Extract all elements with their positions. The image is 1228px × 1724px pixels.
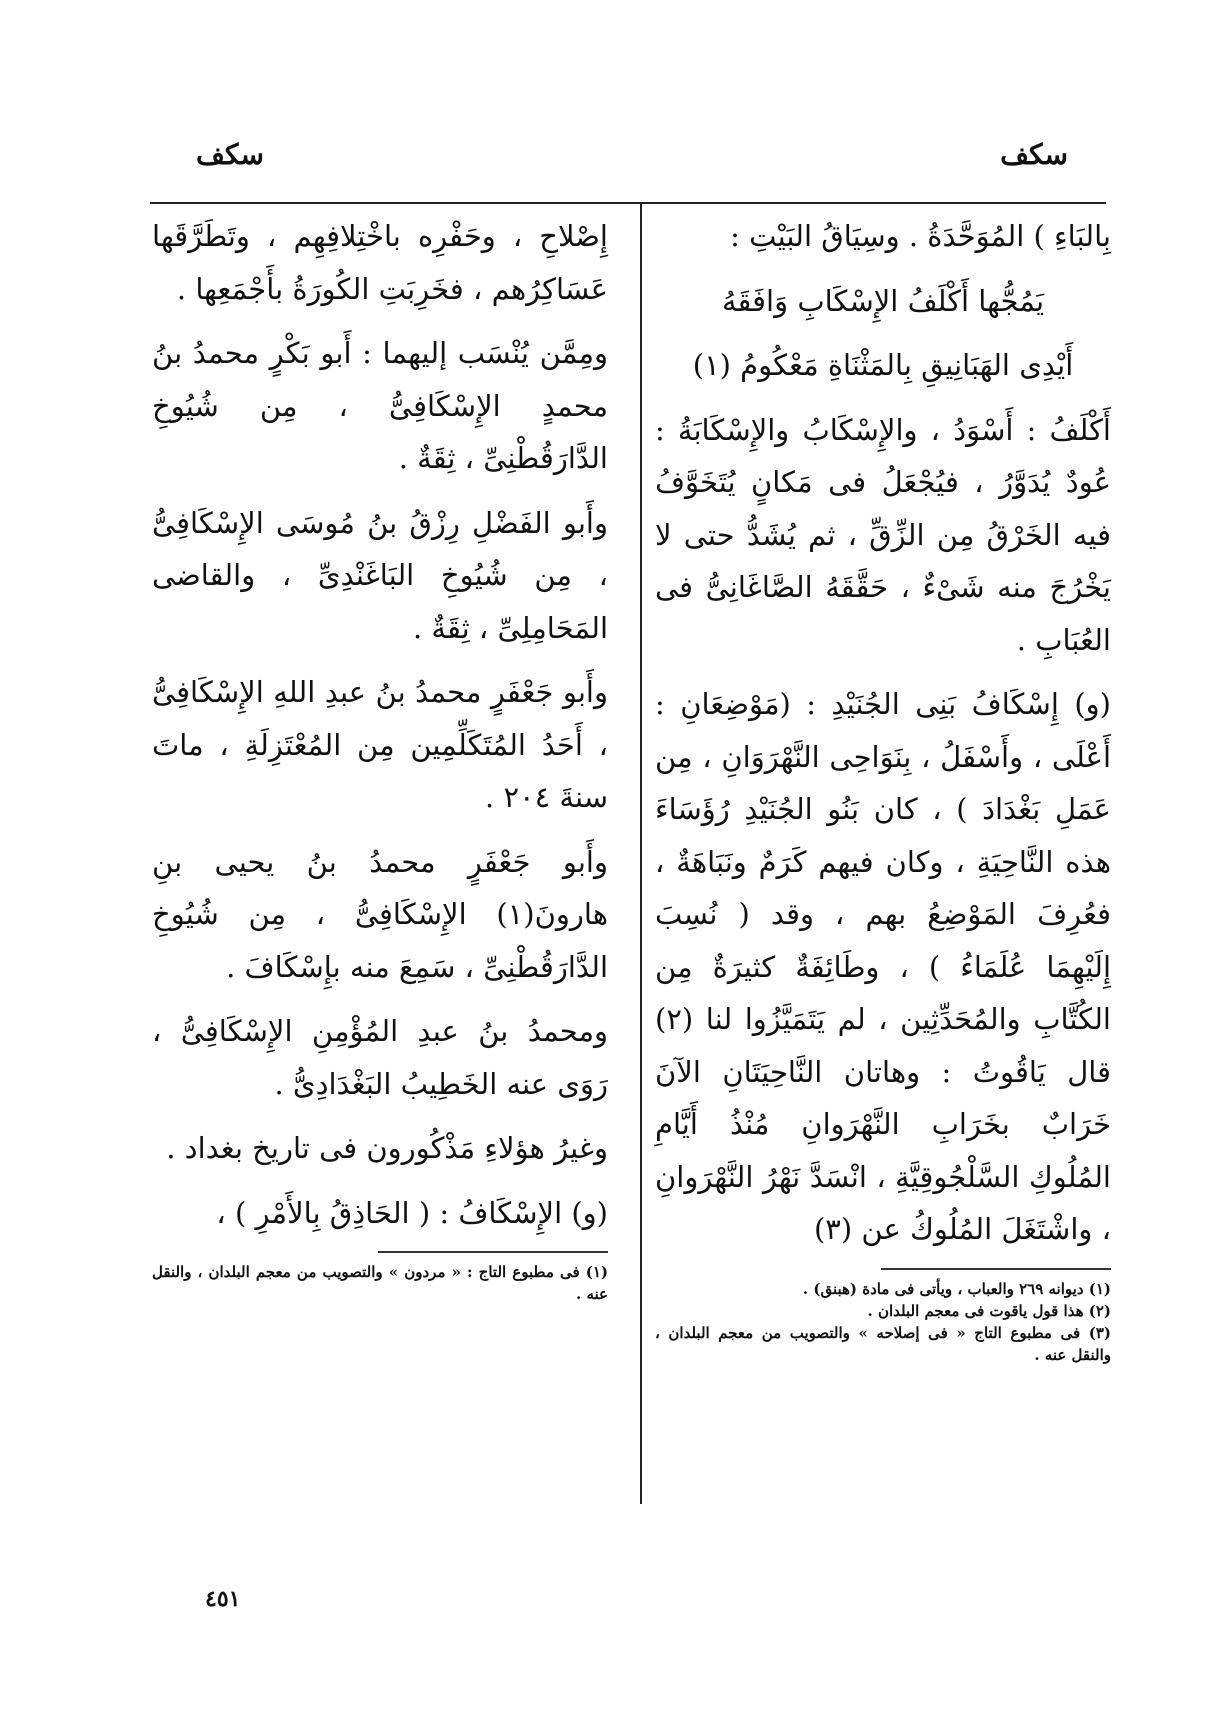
- footnote-rule: [378, 1251, 608, 1253]
- paragraph: (و) الإِسْكَافُ : ( الحَاذِقُ بِالأَمْرِ ) ،: [216, 1195, 608, 1230]
- paragraph: وأَبو الفَضْلِ رِزْقُ بنُ مُوسَى الإِسْكَافِىُّ ، مِن شُيُوخِ البَاغَنْدِىِّ ، والقاضى المَحَامِلِىِّ ، ثِقَةٌ .: [152, 505, 608, 645]
- footnote: (١) فى مطبوع التاج : « مردون » والتصويب من معجم البلدان ، والنقل عنه .: [152, 1263, 608, 1303]
- paragraph: وأَبو جَعْفَرٍ محمدُ بنُ عبدِ اللهِ الإِسْكَافِىُّ ، أَحَدُ المُتَكَلِّمِين مِن المُعْتَزِلَةِ ، ماتَ سنةَ ٢٠٤ .: [152, 675, 608, 814]
- column-divider: [640, 202, 642, 1504]
- left-column: [152, 210, 608, 1305]
- paragraph: وغيرُ هؤلاءِ مَذْكُورون فى تاريخ بغداد .: [166, 1131, 608, 1165]
- page-number: ٤٥١: [205, 1586, 241, 1612]
- paragraph: وأَبو جَعْفَرٍ محمدُ بنُ يحيى بنِ هارونَ(١) الإِسْكَافِىُّ ، مِن شُيُوخِ الدَّارَقُطْنِىِّ ، سَمِعَ منه بإِسْكَافَ .: [152, 844, 608, 984]
- verse-line: أَيْدِى الهَبَانِيقِ بِالمَثْنَاةِ مَعْكُومُ (١): [692, 348, 1074, 382]
- footnote: (١) ديوانه ٢٦٩ والعباب ، ويأتى فى مادة (هبنق) .: [802, 1279, 1111, 1298]
- footnote: (٢) هذا قول ياقوت فى معجم البلدان .: [867, 1301, 1111, 1320]
- page-header-right: سكف: [1000, 138, 1068, 171]
- footnote-rule: [881, 1268, 1111, 1270]
- right-column: [655, 210, 1111, 1366]
- header-rule: [150, 202, 1106, 204]
- paragraph: ومِمَّن يُنْسَب إليهما : أَبو بَكْرٍ محمدُ بنُ محمدٍ الإِسْكَافِىُّ ، مِن شُيُوخِ الدَّارَقُطْنِىِّ ، ثِقَةٌ .: [152, 336, 608, 475]
- paragraph: أَكْلَفُ : أَسْوَدُ ، والإِسْكَابُ والإِسْكَابَةُ : عُودٌ يُدَوَّرُ ، فيُجْعَلُ فى مَكانٍ يُتَخَوَّفُ فيه الخَرْقُ مِن الزِّقِّ ، ثم يُشَدُّ حتى لا يَخْرُجَ منه شَىْءٌ ، حَقَّقَهُ الصَّاغَانِىُّ فى العُبَابِ .: [655, 412, 1111, 657]
- footnote: (٣) فى مطبوع التاج « فى إصلاحه » والتصويب من معجم البلدان ، والنقل عنه .: [655, 1323, 1111, 1364]
- verse-line: يَمُجُّها أَكْلَفُ الإِسْكَابِ وَافَقَهُ: [721, 283, 1045, 318]
- paragraph: ومحمدُ بنُ عبدِ المُؤْمِنِ الإِسْكَافِىُّ ، رَوَى عنه الخَطِيبُ البَغْدَادِىُّ .: [152, 1014, 608, 1101]
- paragraph: بِالبَاءِ ) المُوَحَّدَةُ . وسِيَاقُ البَيْتِ :: [730, 219, 1111, 253]
- paragraph: إِصْلاحِ ، وحَفْرِه باخْتِلافِهِم ، وتَطَرَّقَها عَسَاكِرُهم ، فخَرِبَتِ الكُورَةُ بأَجْمَعِها .: [152, 219, 608, 306]
- page-header-left: سكف: [196, 138, 264, 171]
- paragraph: (و) إِسْكَافُ بَنِى الجُنَيْدِ : (مَوْضِعَانِ : أَعْلَى ، وأَسْفَلُ ، بِنَوَاحِى النَّهْرَوَانِ ، مِن عَمَلِ بَغْدَادَ ) ، كان بَنُو الجُنَيْدِ رُؤَسَاءَ هذه النَّاحِيَةِ ، وكان فيهم كَرَمٌ ونَبَاهَةٌ ، فعُرِفَ المَوْضِعُ بهم ، وقد ( نُسِبَ إِلَيْهِمَا عُلَمَاءُ ) ، وطَائِفَةٌ كثيرَةٌ مِن الكُتَّابِ والمُحَدِّثِين ، لم يَتَمَيَّزُوا لنا (٢) قال يَاقُوتُ : وهاتان النَّاحِيَتَانِ الآنَ خَرَابٌ بخَرَابِ النَّهْرَوانِ مُنْذُ أَيَّامِ المُلُوكِ السَّلْجُوقِيَّةِ ، انْسَدَّ نَهْرُ النَّهْرَوانِ ، واشْتَغَلَ المُلُوكُ عن (٣): [655, 687, 1111, 1246]
